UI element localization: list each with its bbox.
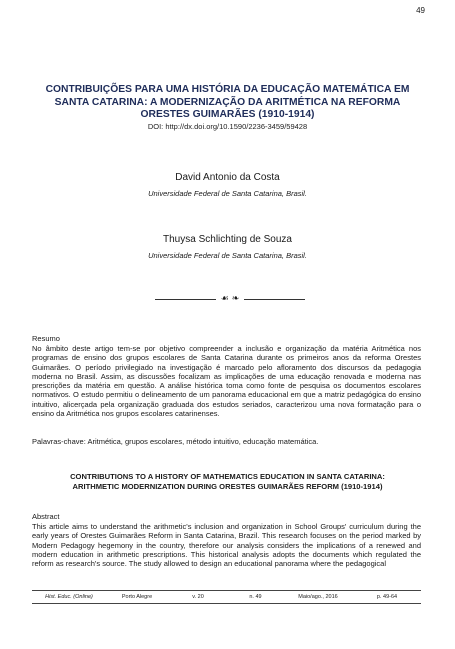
footer-city: Porto Alegre	[121, 594, 153, 600]
footer-number: n. 49	[249, 594, 262, 600]
author-affiliation-1: Universidade Federal de Santa Catarina, Brasil.	[148, 189, 307, 198]
page-footer	[32, 590, 421, 604]
abstract-label: Abstract	[32, 512, 60, 521]
article-title: CONTRIBUIÇÕES PARA UMA HISTÓRIA DA EDUCAÇÃO MATEMÁTICA EM SANTA CATARINA: A MODERNIZAÇÃO DA ARITMÉTICA NA REFORMA ORESTES GUIMARÃES (1910-1914)	[45, 84, 410, 120]
author-affiliation-2: Universidade Federal de Santa Catarina, Brasil.	[148, 251, 307, 260]
author-name-2: Thuysa Schlichting de Souza	[163, 234, 292, 245]
resumo-text: No âmbito deste artigo tem-se por objetivo compreender a inclusão e organização da matéria Aritmética nos programas de ensino dos grupos escolares de Santa Catarina durante os primeiros anos da reforma Orestes Guimarães. O período privilegiado na investigação é marcado pelo afloramento dos discursos da pedagogia moderna no Brasil. Assim, as discussões focalizam as implicações de uma educação renovada e moderna nas prescrições da matéria em questão. A análise histórica toma como fonte de pesquisa os documentos escolares normativos. O estudo permitiu o delineamento de um panorama educacional em que a matriz pedagógica do ensino intuitivo, alicerçada pela organização graduada dos estudos seriados, caracterizou uma nova formatação para o ensino da Aritmética nos grupos escolares catarinenses.	[32, 344, 421, 419]
divider-line-right	[244, 299, 305, 300]
author-name-1: David Antonio da Costa	[175, 172, 280, 183]
footer-pages: p. 49-64	[376, 594, 398, 600]
section-divider	[155, 294, 305, 304]
footer-date: Maio/ago., 2016	[298, 594, 338, 600]
keywords: Palavras-chave: Aritmética, grupos escolares, método intuitivo, educação matemática.	[32, 437, 319, 446]
abstract-text: This article aims to understand the arithmetic's inclusion and organization in School Groups' curriculum during the early years of Orestes Guimarães Reform in Santa Catarina, Brazil. This research focuses on the period marked by Modern Pedagogy hegemony in the country, therefore our analysis considers the implications of a renewed and modern education in arithmetic prescriptions. This historical analysis adopts the documents which regulated the reform as research's source. The study allowed to design an educational panorama where the pedagogical	[32, 522, 421, 569]
doi-link[interactable]: DOI: http://dx.doi.org/10.1590/2236-3459/59428	[147, 122, 308, 131]
footer-journal: Hist. Educ. (Online)	[45, 594, 93, 600]
english-title: CONTRIBUTIONS TO A HISTORY OF MATHEMATICS EDUCATION IN SANTA CATARINA: ARITHMETIC MODERNIZATION DURING ORESTES GUIMARÃES REFORM (1910-1914)	[70, 472, 385, 491]
divider-line-left	[155, 299, 216, 300]
footer-volume: v. 20	[192, 594, 204, 600]
resumo-label: Resumo	[32, 334, 60, 343]
fleuron-icon: ☙ ❧	[220, 294, 240, 304]
page-number: 49	[416, 6, 425, 15]
